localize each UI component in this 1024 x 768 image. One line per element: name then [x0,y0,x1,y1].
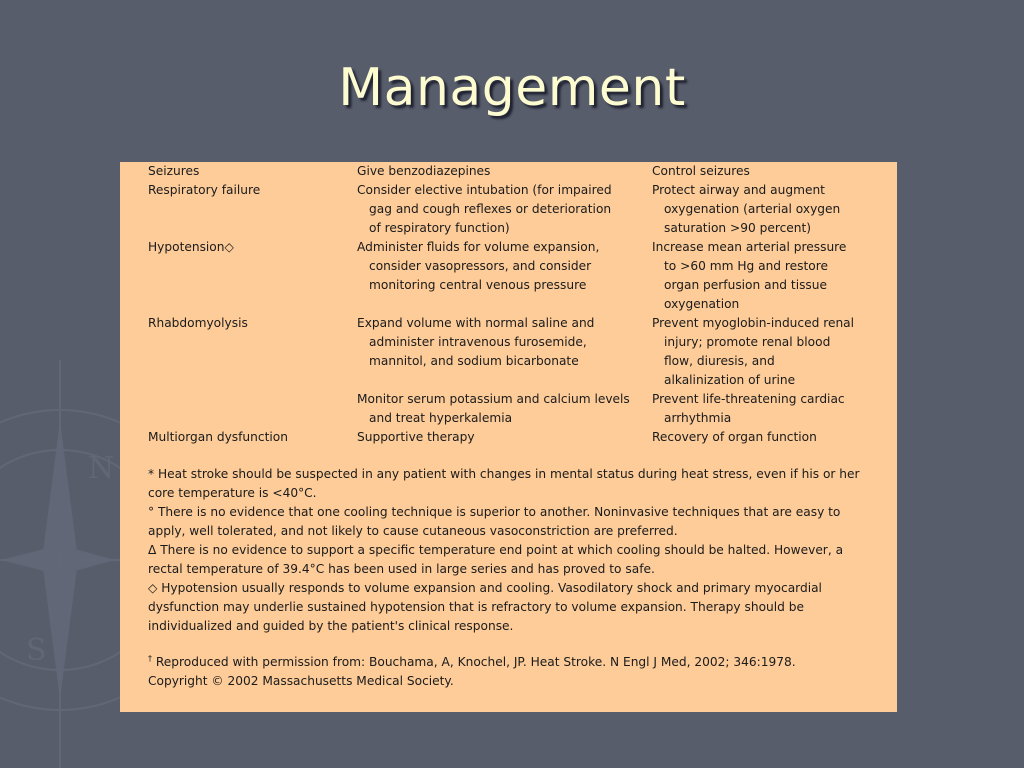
goal-cell: Prevent myoglobin-induced renal injury; promote renal blood flow, diuresis, and alkalinization of urine [652,316,855,387]
slide-title: Management [338,58,686,118]
intervention-cell: Give benzodiazepines [357,164,491,178]
goal-cell: Recovery of organ function [652,430,817,444]
management-table-panel [120,162,897,712]
footnote-line: apply, well tolerated, and not likely to cause cutaneous vasoconstriction are preferred. [148,524,678,538]
intervention-cell: Supportive therapy [357,430,475,444]
goal-cell: Prevent life-threatening cardiac arrhythmia [652,392,845,425]
footnote-line: ◇ Hypotension usually responds to volume expansion and cooling. Vasodilatory shock and primary myocardial [148,581,822,595]
condition-cell: Multiorgan dysfunction [148,430,288,444]
condition-cell: Seizures [148,164,200,178]
compass-s-letter: S [26,633,47,668]
credit-line: Reproduced with permission from: Bouchama, A, Knochel, JP. Heat Stroke. N Engl J Med, 2002; 346:1978. [152,655,796,669]
source-credit [148,653,878,691]
footnote-line: ° There is no evidence that one cooling technique is superior to another. Noninvasive techniques that are easy to [148,505,841,519]
footnote-line: Δ There is no evidence to support a specific temperature end point at which cooling should be halted. However, a [148,543,844,557]
footnote-line: dysfunction may underlie sustained hypotension that is refractory to volume expansion. Therapy should be [148,600,804,614]
intervention-cell: Expand volume with normal saline and administer intravenous furosemide, mannitol, and sodium bicarbonate [357,316,595,368]
dagger-mark: † [148,654,152,663]
goal-cell: Increase mean arterial pressure to >60 mm Hg and restore organ perfusion and tissue oxygenation [652,240,847,311]
goal-cell: Protect airway and augment oxygenation (arterial oxygen saturation >90 percent) [652,183,841,235]
copyright-line: Copyright © 2002 Massachusetts Medical Society. [148,674,454,688]
footnotes [148,465,878,636]
condition-cell: Rhabdomyolysis [148,316,248,330]
condition-cell: Hypotension◇ [148,240,234,254]
footnote-line: * Heat stroke should be suspected in any patient with changes in mental status during heat stress, even if his or her [148,467,860,481]
condition-cell: Respiratory failure [148,183,261,197]
goal-cell: Control seizures [652,164,750,178]
compass-n-letter: N [88,451,115,486]
intervention-cell: Monitor serum potassium and calcium levels and treat hyperkalemia [357,392,630,425]
intervention-cell: Consider elective intubation (for impaired gag and cough reflexes or deterioration of respiratory function) [357,183,612,235]
footnote-line: rectal temperature of 39.4°C has been used in large series and has proved to safe. [148,562,655,576]
footnote-line: individualized and guided by the patient's clinical response. [148,619,514,633]
intervention-cell: Administer fluids for volume expansion, consider vasopressors, and consider monitoring central venous pressure [357,240,600,292]
footnote-line: core temperature is <40°C. [148,486,317,500]
